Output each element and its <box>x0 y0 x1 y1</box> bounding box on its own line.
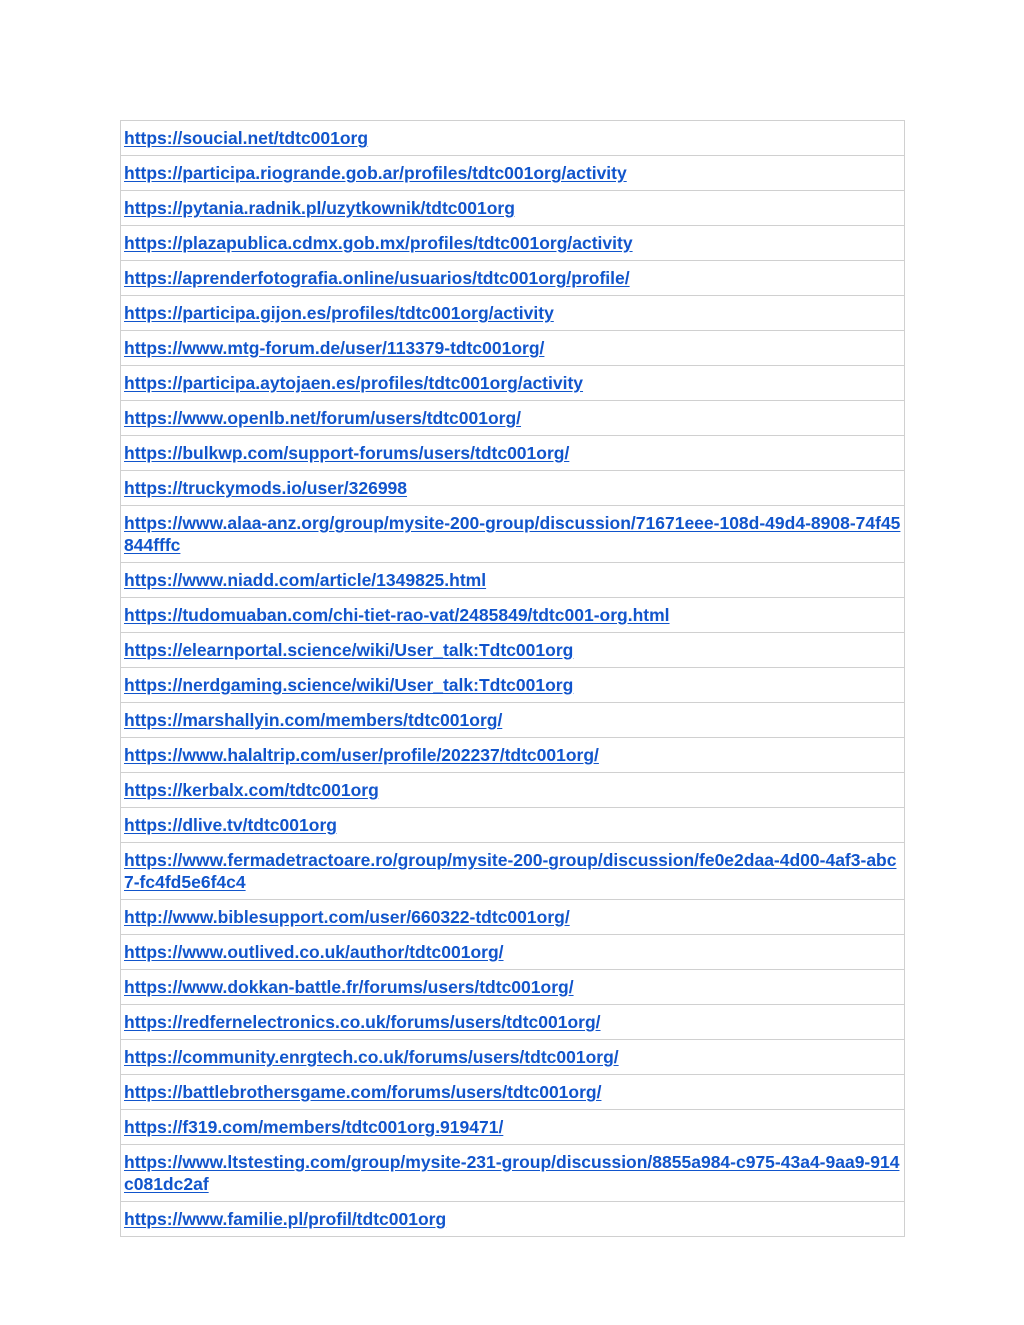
table-row <box>121 296 905 331</box>
link[interactable]: https://plazapublica.cdmx.gob.mx/profiles/tdtc001org/activity <box>124 233 633 253</box>
link[interactable]: https://www.openlb.net/forum/users/tdtc001org/ <box>124 408 522 428</box>
link[interactable]: https://www.halaltrip.com/user/profile/202237/tdtc001org/ <box>124 745 599 765</box>
link[interactable]: https://participa.aytojaen.es/profiles/tdtc001org/activity <box>124 373 584 393</box>
table-row <box>121 366 905 401</box>
table-cell <box>121 121 905 156</box>
table-row <box>121 563 905 598</box>
table-row <box>121 1202 905 1237</box>
table-cell <box>121 191 905 226</box>
table-row <box>121 633 905 668</box>
table-row <box>121 331 905 366</box>
table-cell <box>121 471 905 506</box>
table-row <box>121 598 905 633</box>
link[interactable]: https://elearnportal.science/wiki/User_talk:Tdtc001org <box>124 640 574 660</box>
link[interactable]: https://redfernelectronics.co.uk/forums/users/tdtc001org/ <box>124 1012 601 1032</box>
table-cell <box>121 935 905 970</box>
table-row <box>121 471 905 506</box>
link[interactable]: https://participa.riogrande.gob.ar/profiles/tdtc001org/activity <box>124 163 627 183</box>
table-row <box>121 773 905 808</box>
table-row <box>121 1145 905 1202</box>
table-cell <box>121 1110 905 1145</box>
table-cell <box>121 261 905 296</box>
table-row <box>121 401 905 436</box>
table-row <box>121 1075 905 1110</box>
link[interactable]: https://www.outlived.co.uk/author/tdtc001org/ <box>124 942 504 962</box>
table-row <box>121 156 905 191</box>
link[interactable]: https://www.familie.pl/profil/tdtc001org <box>124 1209 447 1229</box>
link[interactable]: https://community.enrgtech.co.uk/forums/users/tdtc001org/ <box>124 1047 619 1067</box>
link[interactable]: https://participa.gijon.es/profiles/tdtc001org/activity <box>124 303 554 323</box>
table-cell <box>121 1075 905 1110</box>
table-row <box>121 843 905 900</box>
table-cell <box>121 1005 905 1040</box>
table-cell <box>121 506 905 563</box>
link[interactable]: https://battlebrothersgame.com/forums/users/tdtc001org/ <box>124 1082 602 1102</box>
table-row <box>121 935 905 970</box>
table-cell <box>121 401 905 436</box>
table-row <box>121 1005 905 1040</box>
link[interactable]: https://www.ltstesting.com/group/mysite-231-group/discussion/8855a984-c975-43a4-9aa9-914c081dc2af <box>124 1152 900 1194</box>
link[interactable]: https://tudomuaban.com/chi-tiet-rao-vat/2485849/tdtc001-org.html <box>124 605 670 625</box>
table-cell <box>121 563 905 598</box>
table-cell <box>121 1040 905 1075</box>
table-row <box>121 436 905 471</box>
table-row <box>121 191 905 226</box>
table-row <box>121 970 905 1005</box>
link[interactable]: https://marshallyin.com/members/tdtc001org/ <box>124 710 503 730</box>
table-row <box>121 1110 905 1145</box>
link[interactable]: https://www.alaa-anz.org/group/mysite-200-group/discussion/71671eee-108d-49d4-8908-74f45844fffc <box>124 513 901 555</box>
table-row <box>121 703 905 738</box>
table-cell <box>121 156 905 191</box>
table-cell <box>121 703 905 738</box>
table-row <box>121 506 905 563</box>
link[interactable]: https://www.mtg-forum.de/user/113379-tdtc001org/ <box>124 338 545 358</box>
table-cell <box>121 598 905 633</box>
links-table <box>120 120 905 1237</box>
link[interactable]: https://truckymods.io/user/326998 <box>124 478 408 498</box>
table-cell <box>121 366 905 401</box>
table-cell <box>121 668 905 703</box>
link[interactable]: https://bulkwp.com/support-forums/users/tdtc001org/ <box>124 443 570 463</box>
table-row <box>121 1040 905 1075</box>
table-row <box>121 900 905 935</box>
table-row <box>121 226 905 261</box>
table-row <box>121 668 905 703</box>
table-cell <box>121 843 905 900</box>
table-cell <box>121 808 905 843</box>
link[interactable]: https://soucial.net/tdtc001org <box>124 128 369 148</box>
table-cell <box>121 1145 905 1202</box>
table-cell <box>121 773 905 808</box>
table-cell <box>121 331 905 366</box>
table-cell <box>121 900 905 935</box>
links-table-body <box>121 121 905 1237</box>
table-cell <box>121 1202 905 1237</box>
table-cell <box>121 296 905 331</box>
table-row <box>121 121 905 156</box>
table-cell <box>121 436 905 471</box>
table-row <box>121 738 905 773</box>
link[interactable]: https://pytania.radnik.pl/uzytkownik/tdtc001org <box>124 198 515 218</box>
link[interactable]: https://nerdgaming.science/wiki/User_talk:Tdtc001org <box>124 675 574 695</box>
table-cell <box>121 970 905 1005</box>
link[interactable]: https://dlive.tv/tdtc001org <box>124 815 337 835</box>
link[interactable]: https://f319.com/members/tdtc001org.919471/ <box>124 1117 504 1137</box>
link[interactable]: https://kerbalx.com/tdtc001org <box>124 780 379 800</box>
table-row <box>121 808 905 843</box>
table-row <box>121 261 905 296</box>
link[interactable]: http://www.biblesupport.com/user/660322-tdtc001org/ <box>124 907 570 927</box>
link[interactable]: https://www.niadd.com/article/1349825.html <box>124 570 487 590</box>
link[interactable]: https://aprenderfotografia.online/usuarios/tdtc001org/profile/ <box>124 268 630 288</box>
table-cell <box>121 738 905 773</box>
table-cell <box>121 226 905 261</box>
link[interactable]: https://www.dokkan-battle.fr/forums/users/tdtc001org/ <box>124 977 574 997</box>
table-cell <box>121 633 905 668</box>
link[interactable]: https://www.fermadetractoare.ro/group/mysite-200-group/discussion/fe0e2daa-4d00-4af3-abc7-fc4fd5e6f4c4 <box>124 850 897 892</box>
